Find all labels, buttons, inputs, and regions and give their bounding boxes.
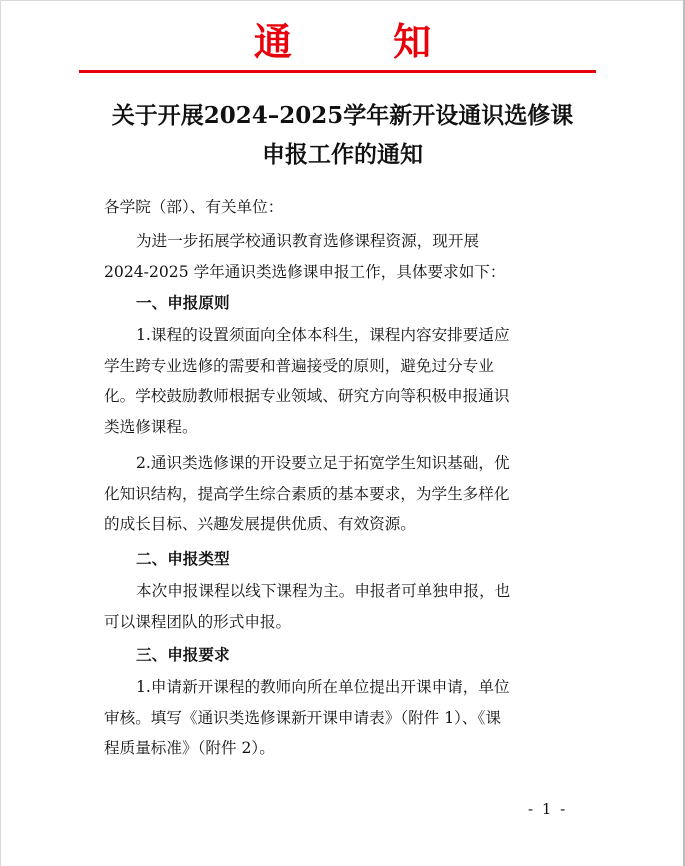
paragraph-line: 2.通识类选修课的开设要立足于拓宽学生知识基础，优 <box>136 454 510 472</box>
page-border-left <box>0 0 1 866</box>
section-heading-requirements: 三、申报要求 <box>136 646 230 664</box>
intro-line-1: 为进一步拓展学校通识教育选修课程资源，现开展 <box>136 232 480 250</box>
document-title-line-1: 关于开展2024–2025学年新开设通识选修课 <box>111 102 574 129</box>
red-header-rule <box>79 70 596 73</box>
salutation: 各学院（部）、有关单位： <box>104 198 284 216</box>
paragraph-line: 化。学校鼓励教师根据专业领域、研究方向等积极申报通识 <box>104 387 510 405</box>
paragraph-line: 本次申报课程以线下课程为主。申报者可单独申报，也 <box>136 582 511 600</box>
page-number: - 1 - <box>528 800 568 818</box>
paragraph-line: 学生跨专业选修的需要和普遍接受的原则，避免过分专业 <box>104 356 494 375</box>
paragraph-line: 程质量标准》（附件 2）。 <box>104 739 275 757</box>
paragraph-line: 审核。填写《通识类选修课新开课申请表》（附件 1）、《课 <box>104 708 501 727</box>
document-title-line-2: 申报工作的通知 <box>262 141 423 168</box>
principles-paragraph-2 <box>104 448 584 540</box>
paragraph-line: 类选修课程。 <box>104 417 198 436</box>
paragraph-line: 化知识结构，提高学生综合素质的基本要求，为学生多样化 <box>104 484 510 503</box>
paragraph-line: 1.申请新开课程的教师向所在单位提出开课申请，单位 <box>136 678 510 696</box>
types-paragraph <box>104 576 584 637</box>
paragraph-line: 1.课程的设置须面向全体本科生，课程内容安排要适应 <box>136 326 510 344</box>
section-heading-principles: 一、申报原则 <box>136 294 230 312</box>
document-title <box>60 96 625 174</box>
intro-line-2: 2024-2025 学年通识类选修课申报工作，具体要求如下： <box>104 262 506 281</box>
page-border-top <box>0 0 685 1</box>
intro-paragraph <box>104 226 584 287</box>
principles-paragraph-1 <box>104 320 584 442</box>
requirements-paragraph <box>104 672 584 764</box>
section-heading-types: 二、申报类型 <box>136 550 230 568</box>
red-header-title: 通 知 <box>253 20 476 64</box>
paragraph-line: 可以课程团队的形式申报。 <box>104 612 292 631</box>
paragraph-line: 的成长目标、兴趣发展提供优质、有效资源。 <box>104 515 416 533</box>
